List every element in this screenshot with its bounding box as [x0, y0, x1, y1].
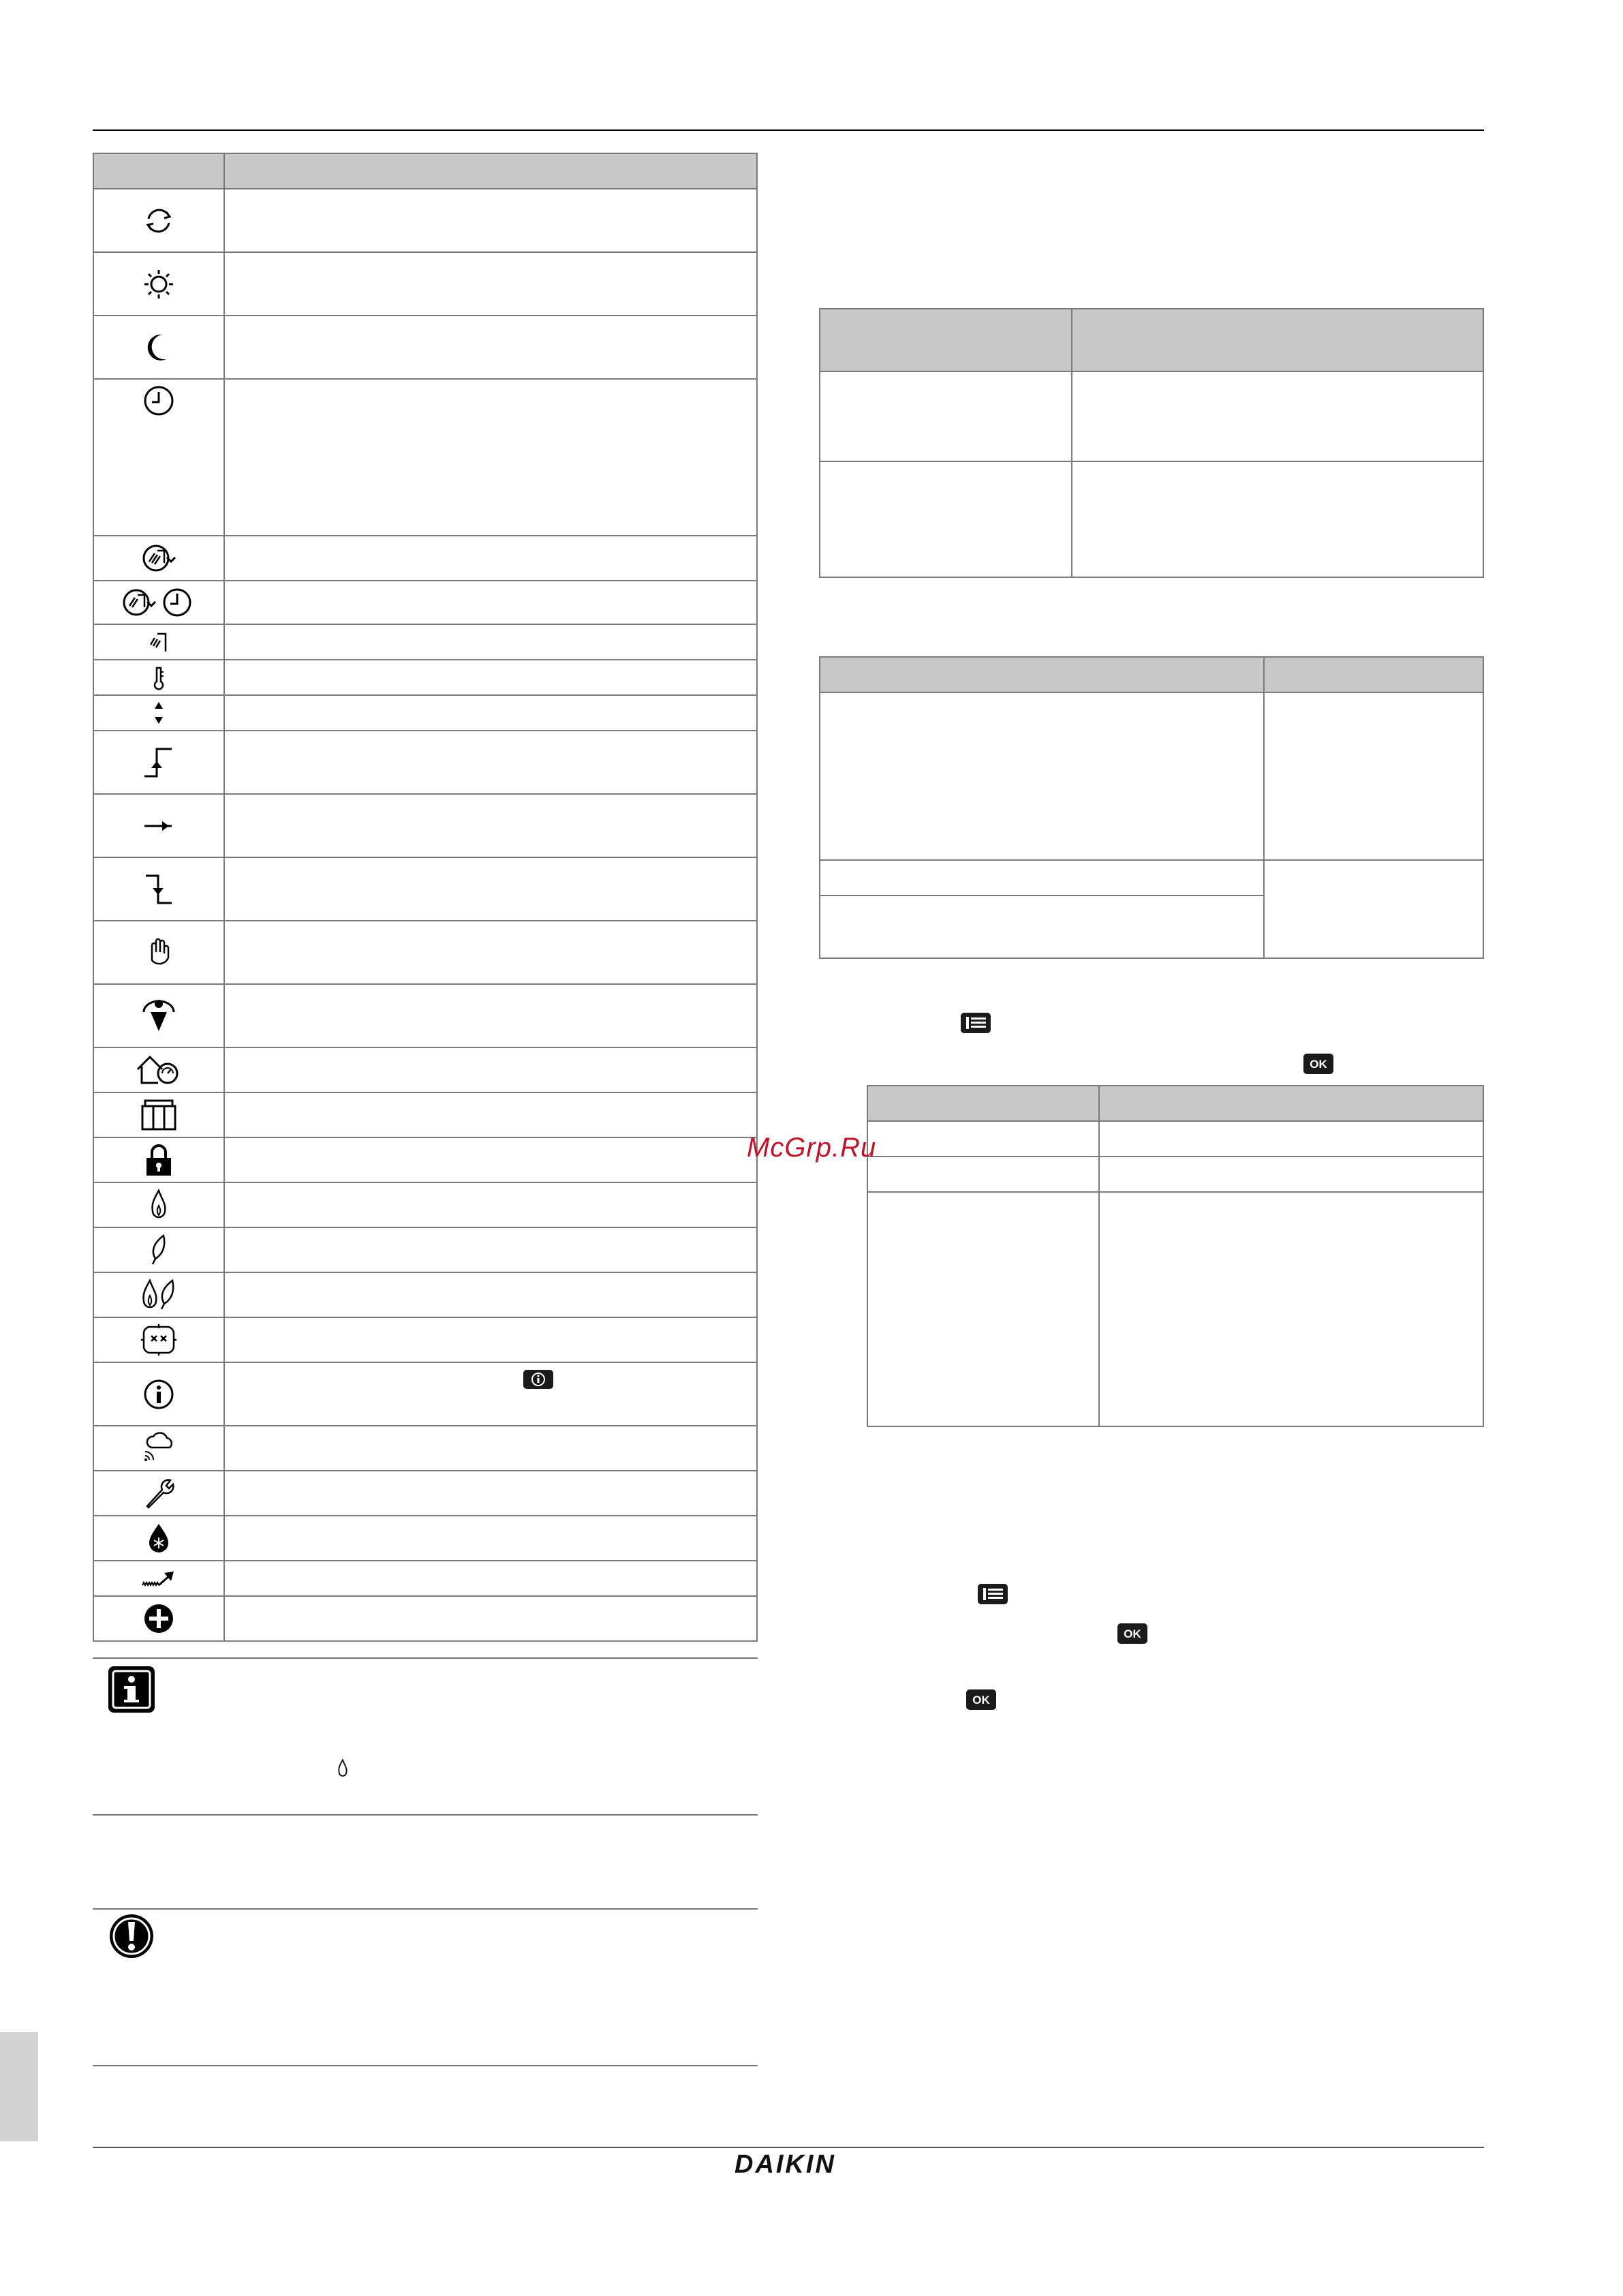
- up-down-icon: [151, 699, 167, 726]
- row-cloud-signal: [93, 1426, 224, 1471]
- info-icon: [142, 1377, 176, 1411]
- step-down-icon: [142, 870, 176, 908]
- right-table-2: [819, 656, 1484, 959]
- row-cycle: [93, 189, 224, 252]
- svg-text:OK: OK: [972, 1694, 990, 1706]
- hand-icon: [145, 936, 172, 970]
- tap-water-cycle-icon: [140, 541, 178, 575]
- right-table-1-header-1: [820, 309, 1072, 371]
- brand-logo: DAIKIN: [735, 2150, 836, 2179]
- right-table-3: [867, 1085, 1484, 1427]
- lock-icon: [144, 1143, 174, 1177]
- svg-text:OK: OK: [1124, 1627, 1141, 1640]
- info-box-icon: [106, 1664, 157, 1715]
- drop-snow-icon: [145, 1521, 172, 1555]
- row-step-down: [93, 857, 224, 921]
- row-up-down: [93, 695, 224, 731]
- exclamation-icon: [108, 1912, 155, 1960]
- note-caution-bottom-rule: [93, 2065, 758, 2066]
- ok-button: [1303, 1054, 1333, 1074]
- tap-icon: [145, 628, 172, 656]
- error-face-icon: [140, 1323, 178, 1357]
- row-heat-arrow: [93, 1561, 224, 1596]
- sun-icon: [142, 267, 176, 301]
- row-plus-circle: [93, 1596, 224, 1641]
- heat-arrow-icon: [140, 1566, 178, 1591]
- plus-circle-icon: [142, 1602, 176, 1636]
- menu-list-icon: [961, 1013, 991, 1033]
- footer-rule: [93, 2147, 1484, 2148]
- right-table-3-header-1: [867, 1086, 1099, 1121]
- house-gauge-icon: [135, 1053, 183, 1087]
- header-rule: [93, 129, 1484, 131]
- row-info: [93, 1362, 224, 1426]
- row-wrench: [93, 1471, 224, 1516]
- ok-button: [1117, 1623, 1147, 1644]
- right-table-1: [819, 308, 1484, 578]
- row-person-arrow: [93, 984, 224, 1047]
- thermometer-icon: [149, 664, 169, 691]
- person-arrow-icon: [138, 997, 179, 1035]
- step-up-icon: [142, 744, 176, 782]
- moon-icon: [142, 331, 176, 365]
- info-button-icon: [523, 1370, 553, 1389]
- icon-table: [93, 153, 758, 1642]
- tap-water-clock-icon: [121, 585, 196, 619]
- ok-button: [966, 1689, 996, 1710]
- wrench-icon: [142, 1476, 176, 1510]
- row-step-up: [93, 731, 224, 794]
- row-tap-cycle: [93, 536, 224, 581]
- row-lock: [93, 1137, 224, 1182]
- side-tab: [0, 2032, 38, 2141]
- cloud-signal-icon: [140, 1431, 178, 1465]
- row-tap-clock: [93, 581, 224, 624]
- flame-icon: [149, 1188, 169, 1222]
- right-table-2-header-1: [820, 657, 1264, 692]
- row-thermometer: [93, 660, 224, 695]
- row-error-face: [93, 1317, 224, 1362]
- clock-icon: [142, 384, 176, 418]
- right-table-2-header-2: [1264, 657, 1483, 692]
- leaf-icon: [149, 1233, 169, 1267]
- row-leaf: [93, 1227, 224, 1272]
- note-info-top-rule: [93, 1657, 758, 1659]
- row-arrow-right: [93, 794, 224, 857]
- arrow-right-icon: [142, 816, 176, 836]
- row-flame-leaf: [93, 1272, 224, 1317]
- row-radiator: [93, 1092, 224, 1137]
- row-clock: [93, 379, 224, 536]
- row-moon: [93, 316, 224, 379]
- note-caution-top-rule: [93, 1908, 758, 1910]
- row-house-gauge: [93, 1047, 224, 1092]
- row-drop-snow: [93, 1516, 224, 1561]
- flame-leaf-icon: [140, 1278, 178, 1312]
- watermark: McGrp.Ru: [747, 1133, 877, 1163]
- row-sun: [93, 252, 224, 316]
- icon-table-header-desc: [224, 153, 757, 189]
- menu-list-icon: [978, 1584, 1008, 1604]
- row-flame: [93, 1182, 224, 1227]
- right-table-1-header-2: [1072, 309, 1483, 371]
- svg-text:OK: OK: [1310, 1058, 1327, 1071]
- radiator-icon: [138, 1098, 179, 1132]
- flame-icon: [337, 1758, 349, 1779]
- row-hand: [93, 921, 224, 984]
- operation-cycle-icon: [142, 204, 176, 238]
- row-tap: [93, 624, 224, 660]
- note-info-bottom-rule: [93, 1814, 758, 1816]
- icon-table-header-icon: [93, 153, 224, 189]
- right-table-3-header-2: [1099, 1086, 1483, 1121]
